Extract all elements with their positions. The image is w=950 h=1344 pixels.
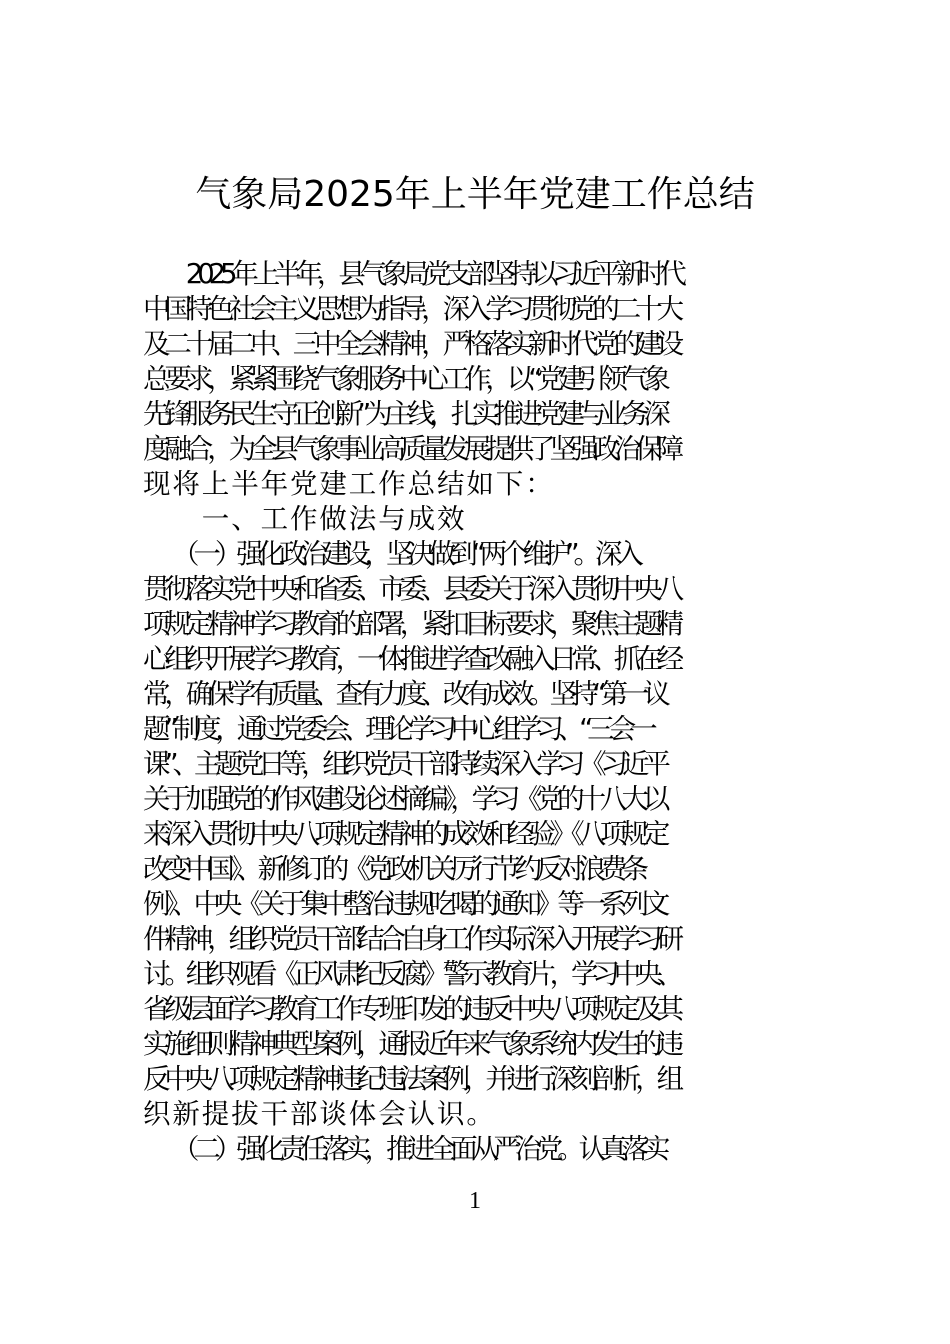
- document-title: 气象局2025年上半年党建工作总结: [195, 174, 755, 215]
- text-line: （一）强化政治建设，坚决做到“两个维护”。深入: [143, 538, 638, 570]
- text-line: 贯彻落实党中央和省委、市委、县委关于深入贯彻中央八: [143, 573, 678, 605]
- text-line: 及二十届二中、三中全会精神，严格落实新时代党的建设: [143, 328, 678, 360]
- text-line: 常，确保学有质量、查有力度、改有成效。坚持“第一议: [143, 678, 665, 710]
- text-line: 讨。组织观看《正风肃纪反腐》警示教育片，学习中央、: [143, 958, 678, 990]
- text-line: 题”制度，通过党委会、理论学习中心组学习、“三会一: [143, 713, 652, 745]
- text-line: 现将上半年党建工作总结如下：: [143, 468, 555, 500]
- text-line: 中国特色社会主义思想为指导，深入学习贯彻党的二十大: [143, 293, 678, 325]
- text-line: 总要求，紧紧围绕气象服务中心工作，以“党建引领气象: [143, 363, 665, 395]
- document-body: [143, 257, 843, 1167]
- text-line: 改变中国》、新修订的《党政机关厉行节约反对浪费条: [143, 853, 643, 885]
- section-heading: 一、工作做法与成效: [143, 503, 467, 535]
- text-line: 度融合，为全县气象事业高质量发展提供了坚强政治保障: [143, 433, 678, 465]
- text-line: 反中央八项规定精神违纪违法案例，并进行深刻剖析，组: [143, 1063, 678, 1095]
- text-line: 织新提拔干部谈体会认识。: [143, 1098, 496, 1130]
- text-line: 课”、主题党日等，组织党员干部持续深入学习《习近平: [143, 748, 665, 780]
- text-line: 关于加强党的作风建设论述摘编》，学习《党的十八大以: [143, 783, 665, 815]
- page-number: 1: [469, 1188, 481, 1214]
- text-line: （二）强化责任落实，推进全面从严治党。认真落实: [143, 1133, 665, 1165]
- text-line: 省级层面学习教育工作专班印发的违反中央八项规定及其: [143, 993, 678, 1025]
- text-line: 件精神，组织党员干部结合自身工作实际深入开展学习研: [143, 923, 678, 955]
- text-line: 2025年上半年，县气象局党支部坚持以习近平新时代: [143, 258, 681, 290]
- text-line: 先锋服务民生守正创新”为主线，扎实推进党建与业务深: [143, 398, 665, 430]
- text-line: 项规定精神学习教育的部署，紧扣目标要求，聚焦主题精: [143, 608, 678, 640]
- text-line: 例》、中央《关于集中整治违规吃喝的通知》等一系列文: [143, 888, 665, 920]
- text-line: 心组织开展学习教育，一体推进学查改融入日常、抓在经: [143, 643, 678, 675]
- text-line: 来深入贯彻中央八项规定精神的成效和经验》《八项规定: [143, 818, 665, 850]
- text-line: 实施细则精神典型案例，通报近年来气象系统内发生的违: [143, 1028, 678, 1060]
